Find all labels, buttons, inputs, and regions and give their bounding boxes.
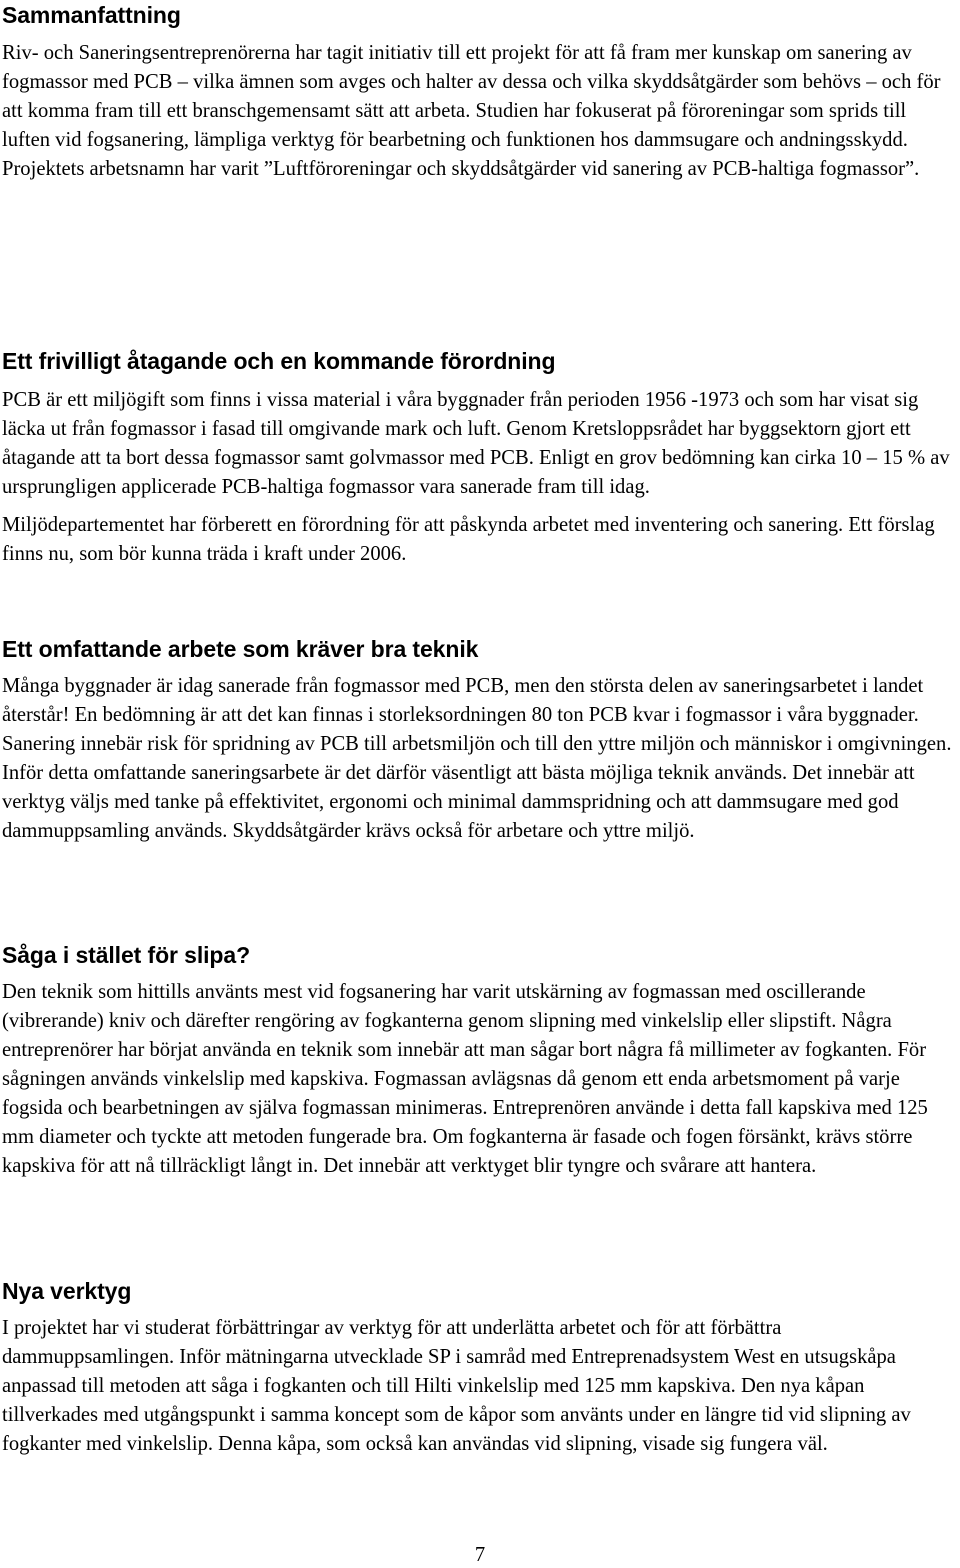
section-new-tools bbox=[2, 1276, 956, 1459]
section-heading-saw-instead-of-grind: Såga i stället för slipa? bbox=[2, 942, 251, 968]
tools-paragraph: I projektet har vi studerat förbättringar av verktyg för att underlätta arbetet och för att förbättra dammuppsamlingen. Inför mätningarna utvecklade SP i samråd med Entreprenadsystem West en utsugskåpa anpassad till metoden att såga i fogkanten och till Hilti vinkelslip med 125 mm kapskiva. Den nya kåpan tillverkades med utgångspunkt i samma koncept som de kåpor som använts under en längre tid vid slipning av fogkanter med vinkelslip. Denna kåpa, som också kan användas vid slipning, visade sig fungera väl. bbox=[2, 1317, 911, 1455]
section-heading-summary: Sammanfattning bbox=[2, 2, 181, 28]
extensive-paragraph: Många byggnader är idag sanerade från fogmassor med PCB, men den största delen av saneringsarbetet i landet återstår! En bedömning är att det kan finnas i storleksordningen 80 ton PCB kvar i fogmassor i våra byggnader. Sanering innebär risk för spridning av PCB till arbetsmiljön och till den yttre miljön och människor i omgivningen. Inför detta omfattande saneringsarbete är det därför väsentligt att bästa möjliga teknik används. Det innebär att verktyg väljs med tanke på effektivitet, ergonomi och minimal dammspridning och att dammsugare med god dammuppsamling används. Skyddsåtgärder krävs också för arbetare och yttre miljö. bbox=[2, 675, 952, 842]
section-summary bbox=[2, 0, 956, 184]
section-voluntary-commitment bbox=[2, 346, 956, 569]
page-number: 7 bbox=[474, 1544, 486, 1566]
section-heading-new-tools: Nya verktyg bbox=[2, 1278, 132, 1304]
section-heading-voluntary-commitment: Ett frivilligt åtagande och en kommande förordning bbox=[2, 348, 556, 374]
saw-paragraph: Den teknik som hittills använts mest vid fogsanering har varit utskärning av fogmassan med oscillerande (vibrerande) kniv och därefter rengöring av fogkanterna genom slipning med vinkelslip eller slipstift. Några entreprenörer har börjat använda en teknik som innebär att man sågar bort några få millimeter av fogkanten. För sågningen används vinkelslip med kapskiva. Fogmassan avlägsnas då genom ett enda arbetsmoment på varje fogsida och bearbetningen av själva fogmassan minimeras. Entreprenören använde i detta fall kapskiva med 125 mm diameter och tyckte att metoden fungerade bra. Om fogkanterna är fasade och fogen försänkt, krävs större kapskiva för att nå tillräckligt långt in. Det innebär att verktyget blir tyngre och svårare att hantera. bbox=[2, 981, 928, 1177]
voluntary-paragraph-2: Miljödepartementet har förberett en förordning för att påskynda arbetet med inventering och sanering. Ett förslag finns nu, som bör kunna träda i kraft under 2006. bbox=[2, 514, 935, 565]
section-saw-instead-of-grind bbox=[2, 940, 956, 1181]
section-extensive-work bbox=[2, 634, 956, 846]
section-heading-extensive-work: Ett omfattande arbete som kräver bra teknik bbox=[2, 636, 479, 662]
summary-paragraph: Riv- och Saneringsentreprenörerna har tagit initiativ till ett projekt för att få fram mer kunskap om sanering av fogmassor med PCB – vilka ämnen som avges och halter av dessa och vilka skyddsåtgärder som behövs – och för att komma fram till ett branschgemensamt sätt att arbeta. Studien har fokuserat på föroreningar som sprids till luften vid fogsanering, lämpliga verktyg för bearbetning och funktionen hos dammsugare och andningsskydd. Projektets arbetsnamn har varit ”Luftföroreningar och skyddsåtgärder vid sanering av PCB-haltiga fogmassor”. bbox=[2, 42, 941, 180]
voluntary-paragraph-1: PCB är ett miljögift som finns i vissa material i våra byggnader från perioden 1956 -1973 och som har visat sig läcka ut från fogmassor i fasad till omgivande mark och luft. Genom Kretsloppsrådet har byggsektorn gjort ett åtagande att ta bort dessa fogmassor samt golvmassor med PCB. Enligt en grov bedömning kan cirka 10 – 15 % av ursprungligen applicerade PCB-haltiga fogmassor vara sanerade fram till idag. bbox=[2, 389, 950, 498]
